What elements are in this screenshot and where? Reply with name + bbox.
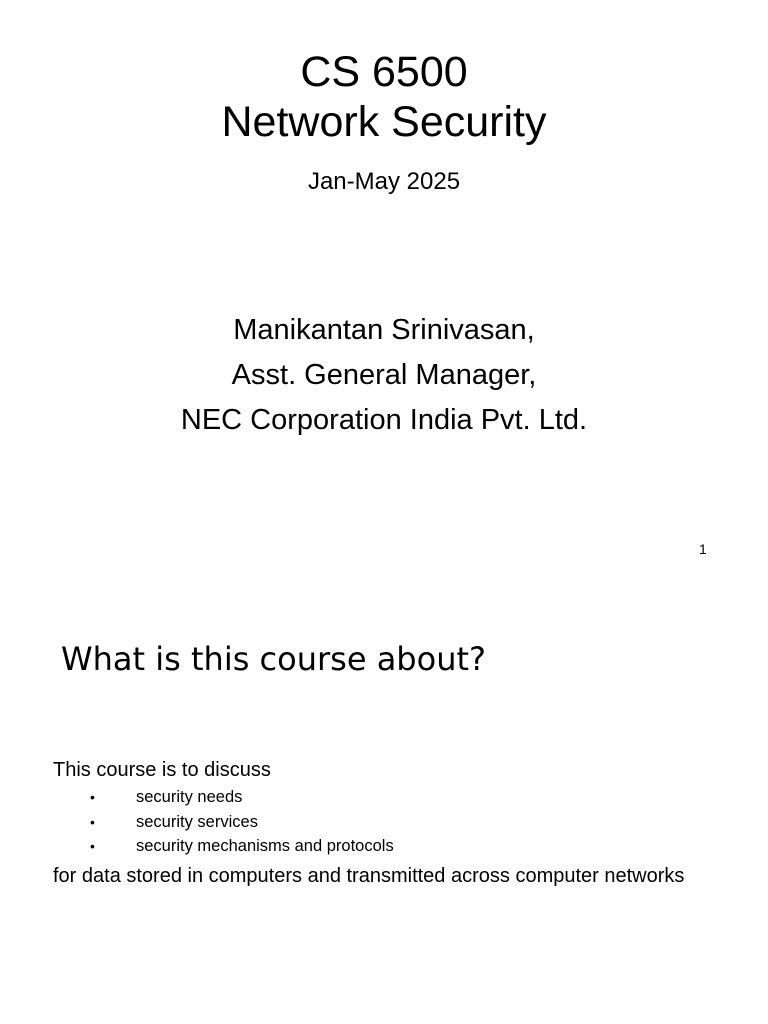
course-code: CS 6500	[300, 48, 468, 96]
author-position: Asst. General Manager,	[231, 359, 537, 391]
course-title	[0, 47, 768, 147]
author-organization: NEC Corporation India Pvt. Ltd.	[180, 404, 588, 436]
author-block	[0, 308, 768, 443]
page-number: 1	[699, 541, 707, 557]
course-name: Network Security	[221, 98, 547, 146]
course-term: Jan-May 2025	[307, 168, 461, 195]
closing-text: for data stored in computers and transmitted across computer networks	[53, 865, 685, 887]
bullet-icon: •	[90, 789, 95, 805]
intro-text: This course is to discuss	[53, 759, 271, 781]
slide-title: What is this course about?	[61, 640, 486, 678]
bullet-icon: •	[90, 813, 95, 830]
author-name: Manikantan Srinivasan,	[233, 314, 535, 346]
bullet-icon: •	[90, 838, 95, 854]
